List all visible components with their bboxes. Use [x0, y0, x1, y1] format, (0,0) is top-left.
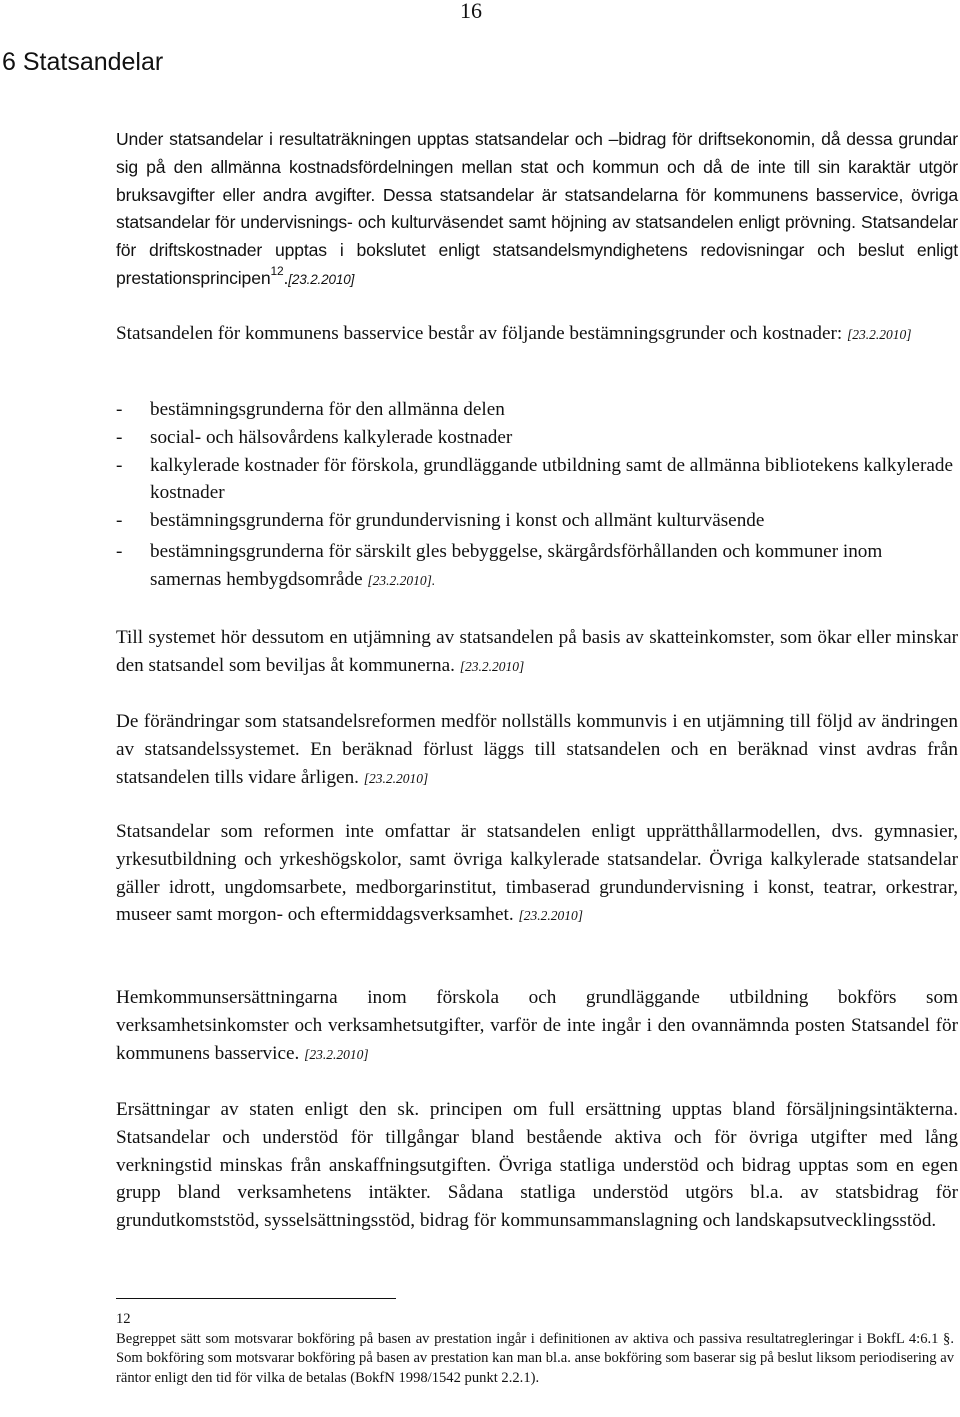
list-dash: -	[116, 399, 123, 420]
paragraph-reform-changes	[116, 708, 958, 792]
paragraph-other-statsandelar-text	[116, 818, 958, 930]
paragraph-equalization-text	[116, 624, 958, 681]
list-item	[116, 507, 958, 535]
amendment-ref: [23.2.2010]	[304, 1046, 369, 1062]
footnote	[116, 1310, 954, 1388]
amendment-ref: [23.2.2010]	[847, 327, 912, 342]
equalization-text: Till systemet hör dessutom en utjämning av statsandelen på basis av skatteinkomster, som ökar eller minskar den statsandel som beviljas åt kommunerna.	[116, 627, 958, 676]
list-dash: -	[116, 454, 123, 476]
grounds-text: Statsandelen för kommunens basservice består av följande bestämningsgrunder och kostnader:	[116, 323, 848, 344]
grounds-list	[116, 396, 958, 595]
list-item	[116, 452, 958, 508]
amendment-ref: [23.2.2010]	[459, 658, 525, 674]
list-dash: -	[116, 540, 123, 562]
reform-changes-text: De förändringar som statsandelsreformen medför nollställs kommunvis i en utjämning till följd av ändringen av statsandelssystemet. En beräknad förlust läggs till statsandelen och en beräknad vinst avdras från statsandelen tills vidare årligen.	[116, 711, 958, 788]
paragraph-compensation	[116, 1096, 958, 1235]
paragraph-intro	[116, 126, 958, 294]
paragraph-intro-text	[116, 126, 958, 294]
list-dash: -	[116, 510, 123, 532]
home-municipality-text: Hemkommunsersättningarna inom förskola och grundläggande utbildning bokförs som verksamhetsinkomster och verksamhetsutgifter, varför de inte ingår i den ovannämnda posten Statsandel för kommunens basservice.	[116, 987, 958, 1064]
paragraph-home-municipality-text	[116, 984, 958, 1068]
page-number: 16	[460, 0, 482, 23]
other-statsandelar-text: Statsandelar som reformen inte omfattar är statsandelen enligt upprätthållarmodellen, dvs. gymnasier, yrkesutbildning och yrkeshögskolor, samt övriga kalkylerade statsandelar. Övriga kalkylerade statsandelar gäller idrott, ungdomsarbete, medborgarinstitut, timbaserad grundundervisning i konst, teatrar, orkestrar, museer samt morgon- och eftermiddagsverksamhet.	[116, 821, 958, 926]
list-dash: -	[116, 426, 123, 448]
paragraph-grounds-text	[116, 320, 958, 349]
amendment-ref: [23.2.2010]	[518, 908, 583, 924]
list-item-text: bestämningsgrunderna för den allmänna delen	[150, 399, 505, 420]
paragraph-grounds	[116, 320, 958, 349]
list-item-text: kalkylerade kostnader för förskola, grundläggande utbildning samt de allmänna bibliotekens kalkylerade kostnader	[150, 454, 953, 504]
section-heading: 6 Statsandelar	[2, 48, 164, 76]
list-item	[116, 538, 958, 595]
footnote-reference: 12	[270, 263, 284, 278]
paragraph-home-municipality	[116, 984, 958, 1068]
paragraph-other-statsandelar	[116, 818, 958, 930]
paragraph-compensation-text: Ersättningar av staten enligt den sk. principen om full ersättning upptas bland försäljningsintäkterna. Statsandelar och understöd för tillgångar bland bestående aktiva och för övriga utgifter med lång verkningstid minskas från anskaffningsutgiften. Övriga statliga understöd och bidrag upptas som en egen grupp bland verksamhetens intäkter. Sådana statliga understöd utgörs bl.a. av statsbidrag för grundutkomststöd, sysselsättningsstöd, bidrag för kommunsammanslagning och landskapsutvecklingsstöd.	[116, 1099, 958, 1232]
intro-text: Under statsandelar i resultaträkningen upptas statsandelar och –bidrag för driftsekonomin, då dessa grundar sig på den allmänna kostnadsfördelningen mellan stat och kommun och då de inte till sin karaktär utgör bruksavgifter eller andra avgifter. Dessa statsandelar är statsandelarna för kommunens basservice, övriga statsandelar för undervisnings- och kulturväsendet samt höjning av statsandelen enligt prövning. Statsandelar för driftskostnader upptas i bokslutet enligt statsandelsmyndighetens redovisningar och beslut enligt prestationsprincipen	[116, 129, 958, 288]
amendment-ref: [23.2.2010]	[363, 770, 429, 786]
footnote-number: 12	[116, 1311, 131, 1327]
paragraph-reform-changes-text	[116, 708, 958, 792]
footnote-divider	[116, 1298, 396, 1299]
amendment-ref: [23.2.2010].	[367, 572, 436, 588]
footnote-text: Begreppet sätt som motsvarar bokföring på basen av prestation ingår i definitionen av aktiva och passiva resultatregleringar i BokfL 4:6.1 §. Som bokföring som motsvarar bokföring på basen av prestation kan man bl.a. anse bokföring som baserar sig på beslut liksom periodisering av räntor enligt den tid för vilka de betalas (BokfN 1998/1542 punkt 2.2.1).	[116, 1330, 954, 1386]
list-item-text: bestämningsgrunderna för grundundervisning i konst och allmänt kulturväsende	[150, 510, 765, 532]
intro-period: .	[283, 267, 289, 288]
list-item	[116, 424, 958, 452]
list-item-text: social- och hälsovårdens kalkylerade kostnader	[150, 426, 513, 448]
list-item-text: bestämningsgrunderna för särskilt gles bebyggelse, skärgårdsförhållanden och kommuner inom samernas hembygdsområde	[150, 540, 883, 590]
paragraph-equalization	[116, 624, 958, 681]
list-item	[116, 396, 958, 424]
amendment-ref: [23.2.2010]	[288, 271, 355, 287]
